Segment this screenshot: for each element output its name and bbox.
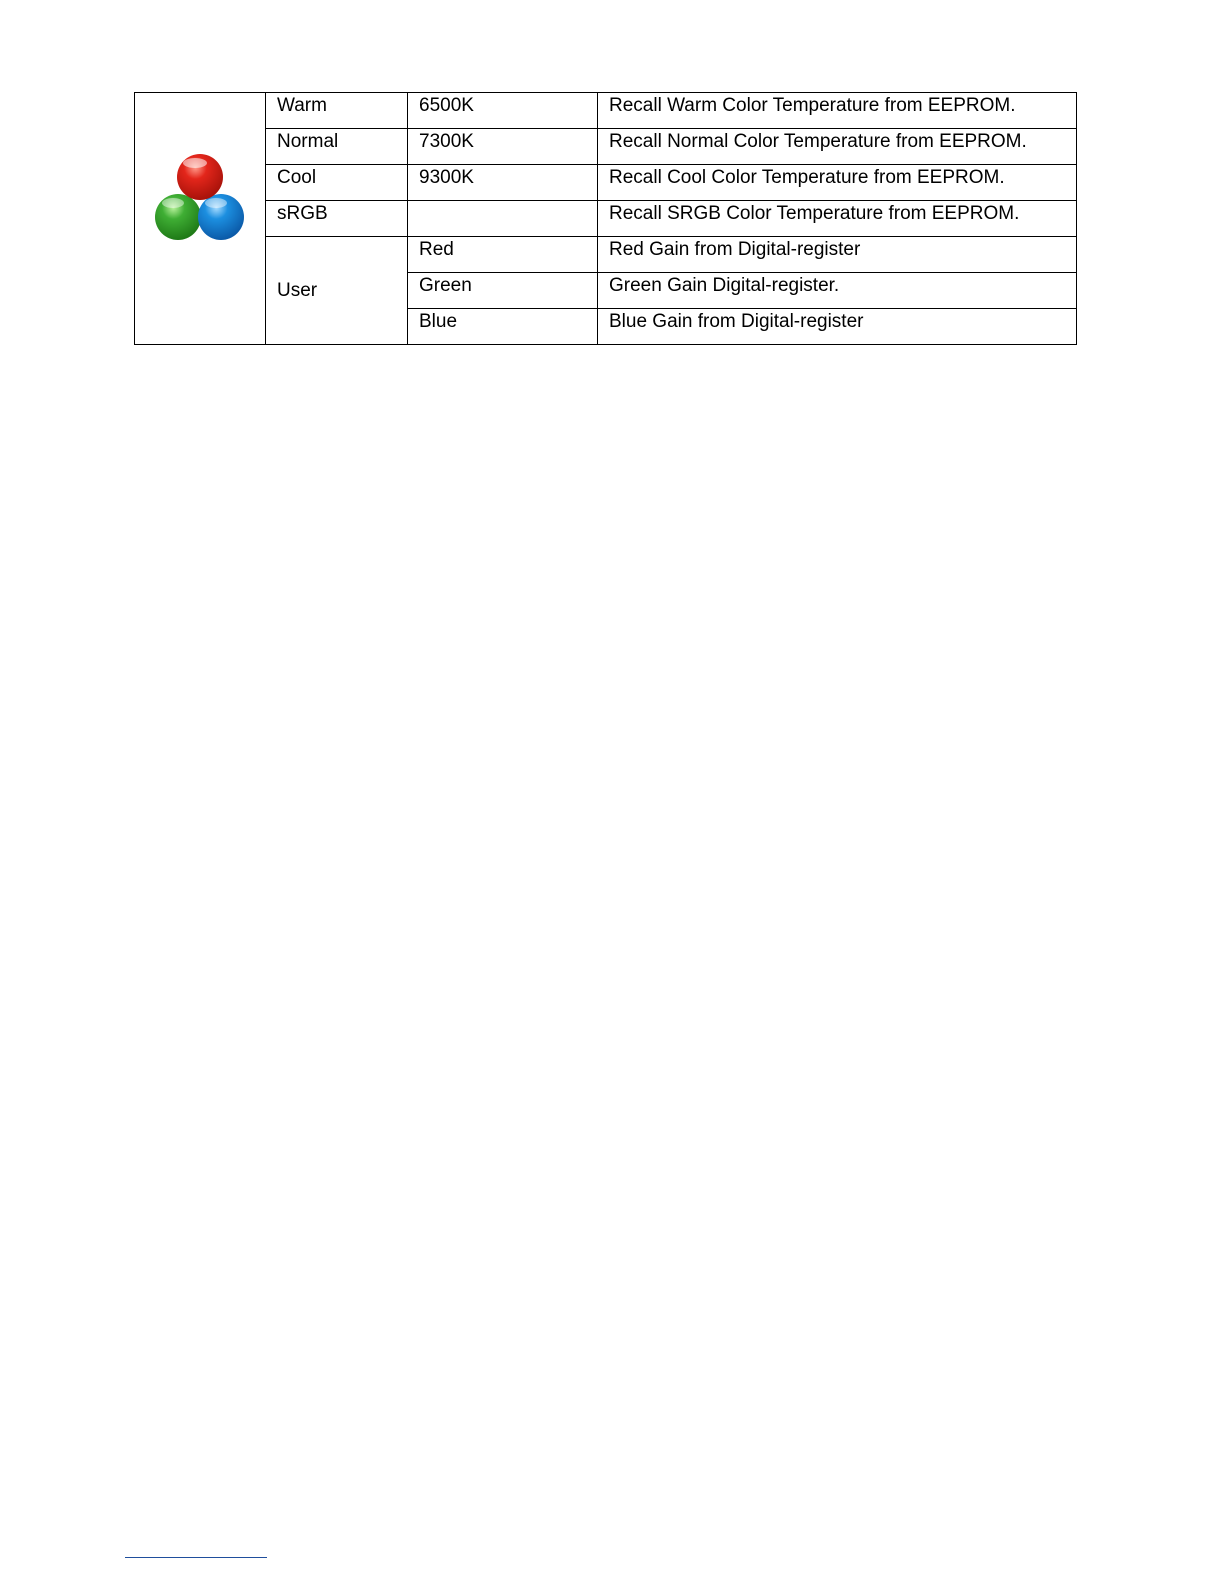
user-mode-cell: User [266,237,408,345]
blue-ball-highlight [205,198,227,208]
description-cell: Recall SRGB Color Temperature from EEPROM. [598,201,1077,237]
value-cell [408,201,598,237]
mode-cell: Cool [266,165,408,201]
table-row [135,237,1077,273]
value-cell: 9300K [408,165,598,201]
description-cell: Recall Normal Color Temperature from EEPROM. [598,129,1077,165]
value-cell: 7300K [408,129,598,165]
value-cell: 6500K [408,93,598,129]
description-cell: Green Gain Digital-register. [598,273,1077,309]
table-row [135,201,1077,237]
icon-cell [135,93,266,345]
red-ball-highlight [183,158,207,168]
rgb-color-balls-icon [150,151,250,251]
description-cell: Red Gain from Digital-register [598,237,1077,273]
mode-cell: sRGB [266,201,408,237]
rgb-balls-svg [150,151,250,251]
value-cell: Red [408,237,598,273]
description-cell: Recall Warm Color Temperature from EEPROM. [598,93,1077,129]
table-row [135,93,1077,129]
color-temperature-table [134,92,1077,345]
table-row [135,129,1077,165]
table-row [135,165,1077,201]
mode-cell: Warm [266,93,408,129]
value-cell: Green [408,273,598,309]
description-cell: Recall Cool Color Temperature from EEPROM. [598,165,1077,201]
footnote-separator [125,1557,267,1558]
green-ball-highlight [162,198,184,208]
mode-cell: Normal [266,129,408,165]
description-cell: Blue Gain from Digital-register [598,309,1077,345]
value-cell: Blue [408,309,598,345]
